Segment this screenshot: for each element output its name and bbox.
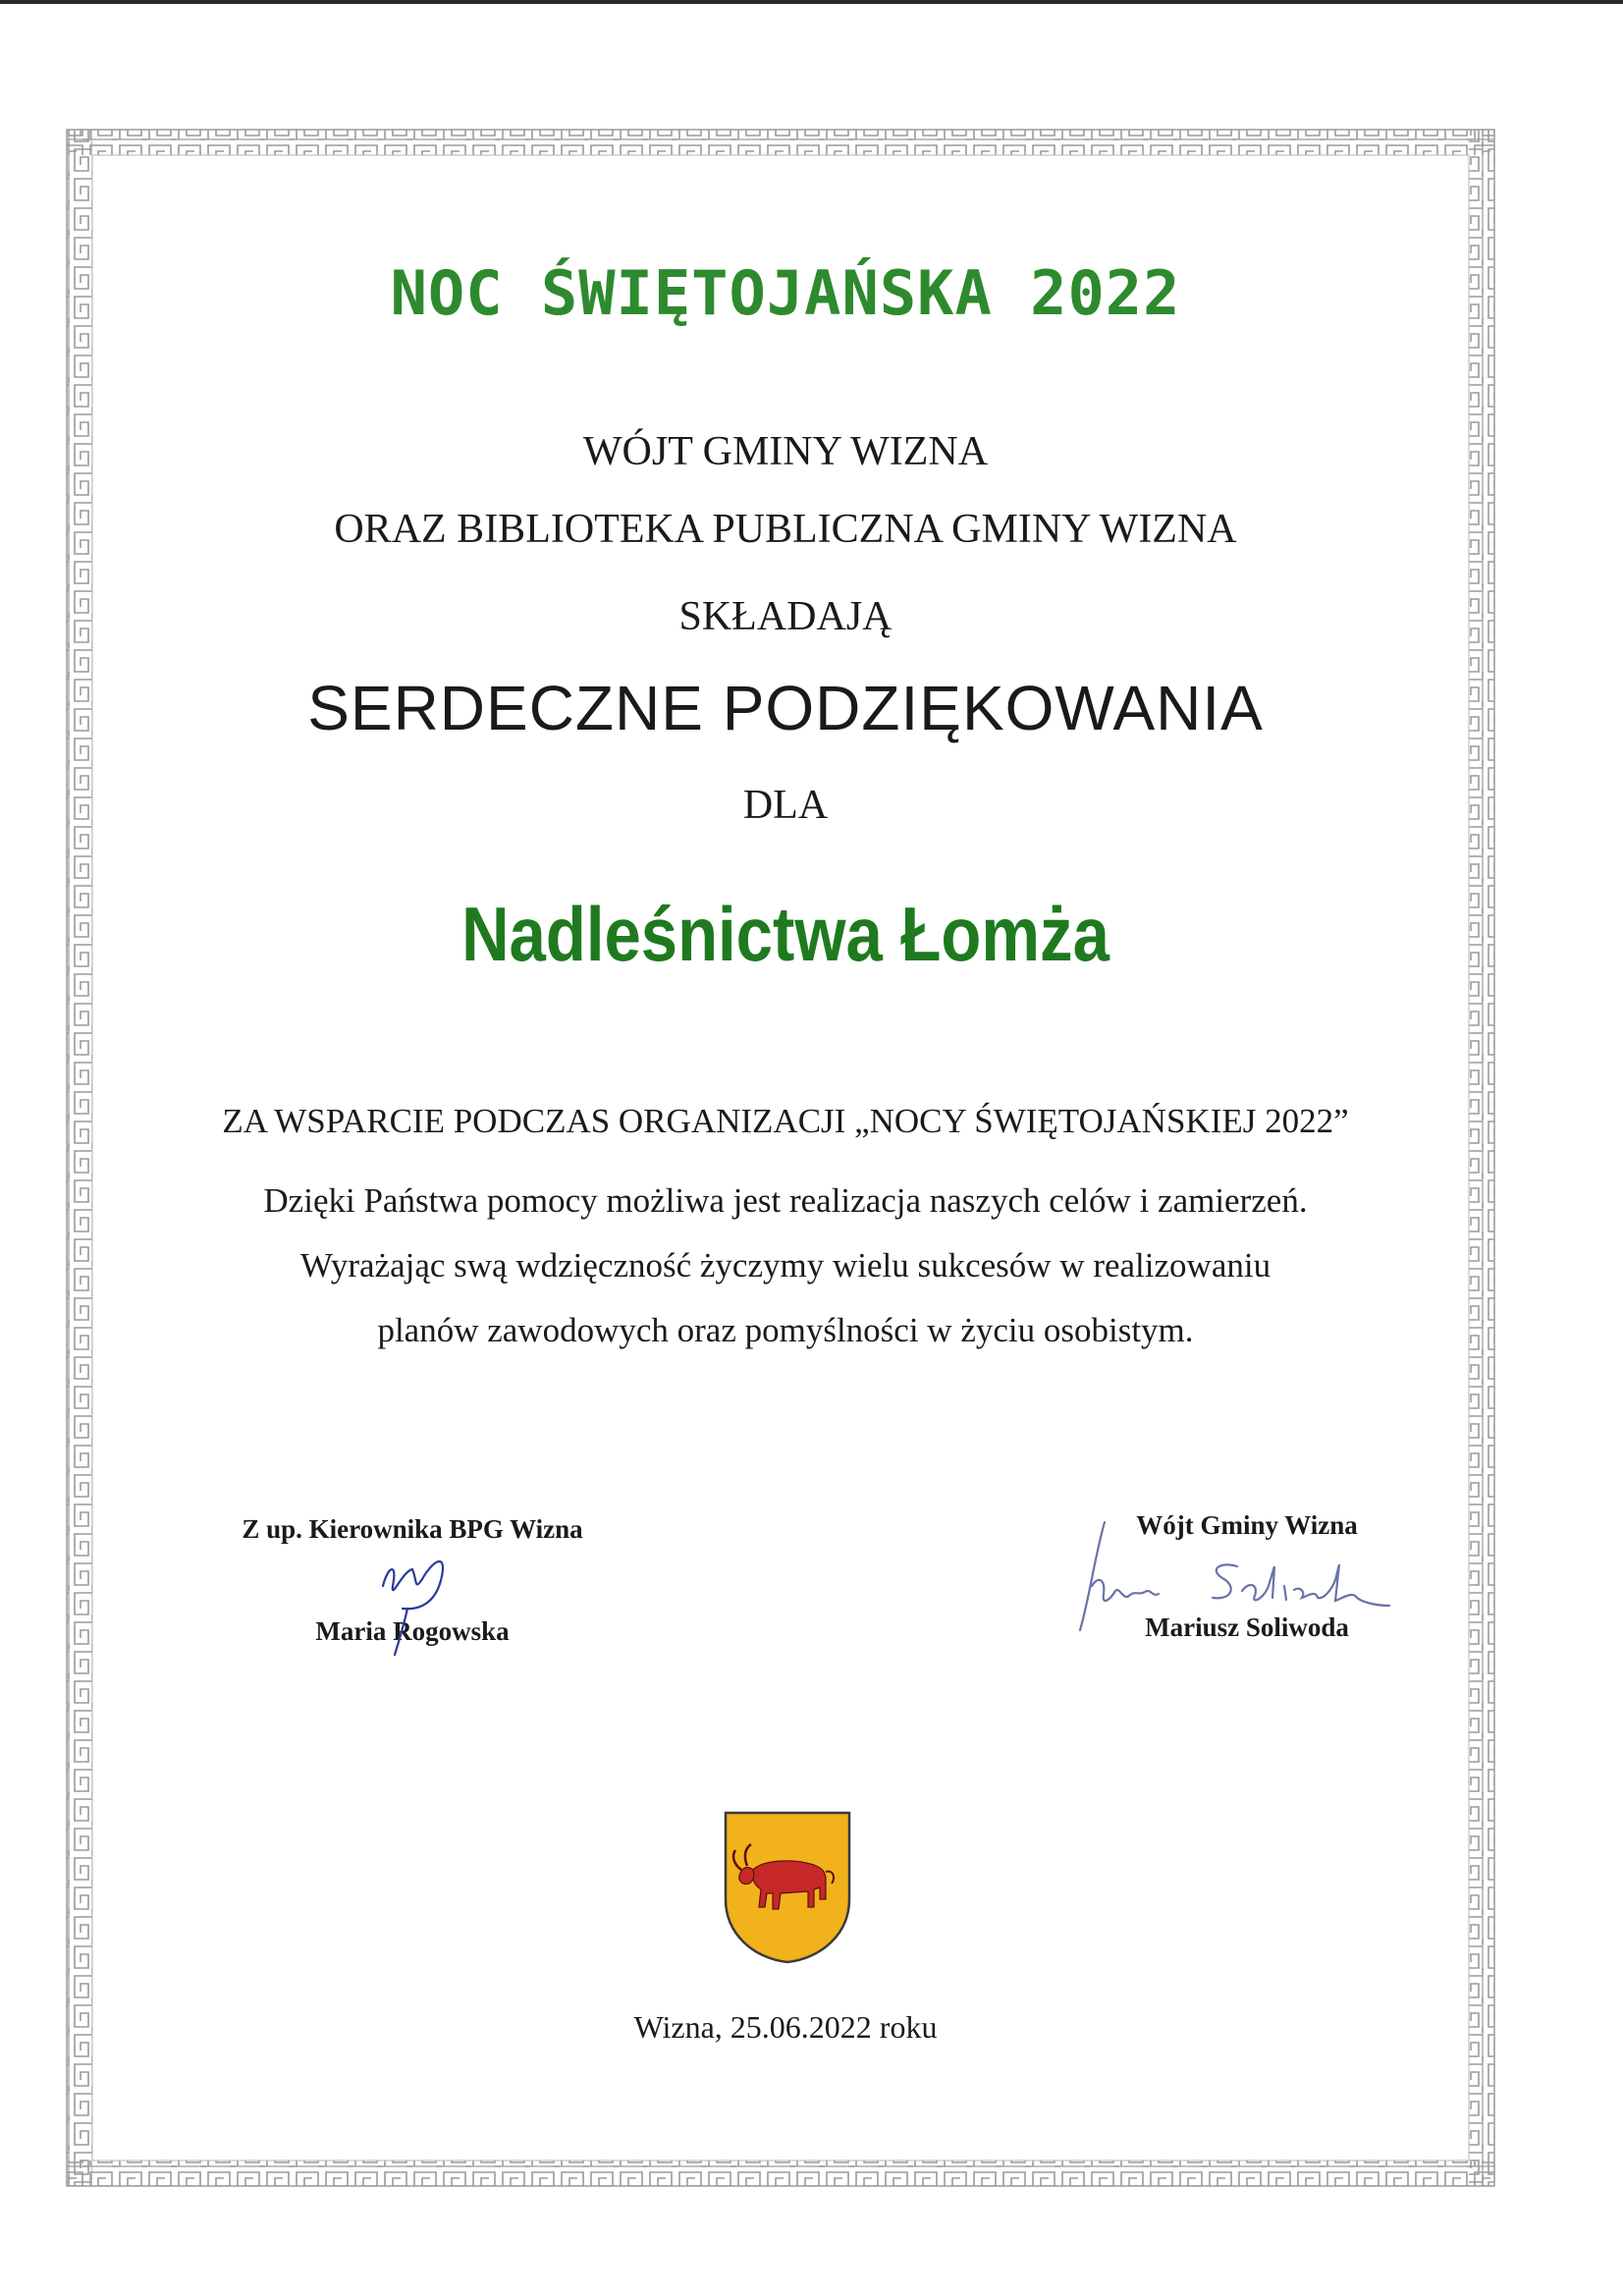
recipient-name: Nadleśnictwa Łomża [461,891,1109,977]
issuer-line-3: SKŁADAJĄ [678,594,893,639]
left-signatory-role: Z up. Kierownika BPG Wizna [242,1514,583,1544]
thanks-heading: SERDECZNE PODZIĘKOWANIA [307,673,1264,743]
left-handwritten-signature [363,1532,471,1660]
event-title: NOC ŚWIĘTOJAŃSKA 2022 [390,257,1181,329]
right-signatory-role: Wójt Gminy Wizna [1136,1510,1358,1540]
reason-line: ZA WSPARCIE PODCZAS ORGANIZACJI „NOCY ŚWIĘTOJAŃSKIEJ 2022” [222,1102,1349,1140]
body-paragraph [0,1169,1571,1363]
issuer-line-2: ORAZ BIBLIOTEKA PUBLICZNA GMINY WIZNA [334,507,1237,552]
for-word: DLA [742,783,829,828]
body-line-2: Wyrażając swą wdzięczność życzymy wielu sukcesów w realizowaniu [299,1246,1271,1285]
body-line-3: planów zawodowych oraz pomyślności w życiu osobistym. [377,1311,1194,1349]
right-handwritten-signature [1041,1507,1404,1645]
issuer-line-1: WÓJT GMINY WIZNA [582,429,989,474]
coat-of-arms-icon [724,1811,851,1964]
place-and-date: Wizna, 25.06.2022 roku [633,2009,938,2045]
left-signatory-name: Maria Rogowska [315,1616,510,1646]
right-signatory-name: Mariusz Soliwoda [1145,1613,1349,1642]
body-line-1: Dzięki Państwa pomocy możliwa jest realizacja naszych celów i zamierzeń. [263,1181,1308,1220]
